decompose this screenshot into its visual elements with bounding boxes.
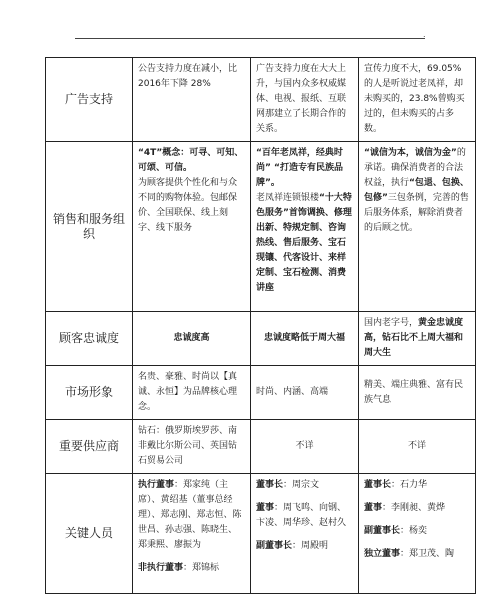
row-label: 销售和服务组织 [46,142,133,312]
table-row [46,420,476,474]
table-cell: 不详 [359,420,476,474]
cell-text: ：李刚昶、黄烨 [382,503,446,513]
cell-bold-text: 执行董事 [138,480,175,490]
table-row [46,474,476,594]
cell-bold-text: 黄金忠诚度高，钻石比不上周大福和周大生 [364,318,464,358]
table-cell: 忠诚度略低于周大福 [251,312,359,366]
table-row [46,366,476,420]
row-label: 顾客忠诚度 [46,312,133,366]
cell-bold-text: 独立董事 [364,549,401,559]
table-cell: 公告支持力度在减小，比2016年下降 28% [133,58,251,142]
cell-text: ：郑锦标 [183,563,220,573]
table-cell: 名贵、豪雅、时尚以【真诚、永恒】为品牌核心理念。 [133,366,251,420]
cell-text: 为顾客提供个性化和与众不同的购物体验。包邮保价、全国联保、线上刻字、线下服务 [138,178,238,233]
table-cell [251,142,359,312]
row-label: 市场形象 [46,366,133,420]
comparison-table [45,57,476,594]
table-cell [133,142,251,312]
cell-bold-text: “百年老凤祥，经典时尚” “打造专有民族品牌”。 [256,148,343,188]
cell-bold-text: 董事 [256,503,275,513]
cell-bold-text: “诚信为本，诚信为金” [364,148,457,158]
table-cell [359,474,476,594]
cell-bold-text: “4T”概念：可寻、可知、可颂、可信。 [138,148,244,173]
cell-bold-text: 非执行董事 [138,563,184,573]
table-cell: 精美、端庄典雅、富有民族气息 [359,366,476,420]
table-row [46,312,476,366]
table-cell: 钻石：俄罗斯埃罗莎、南非戴比尔斯公司、英国钻石贸易公司 [133,420,251,474]
table-cell: 不详 [251,420,359,474]
cell-text: ：周殿明 [292,541,329,551]
cell-text: 的承诺。确保消费者的合法权益，执行 [364,148,466,188]
cell-text: ：周飞鸣、向钢、卞凌、周华珍、赵村久 [256,503,347,528]
table-row [46,142,476,312]
cell-text: ：杨奕 [400,526,428,536]
table-cell [133,474,251,594]
row-label: 重要供应商 [46,420,133,474]
header-rule [75,38,425,39]
table-row [46,58,476,142]
table-cell [251,474,359,594]
cell-text: ：石力华 [391,480,428,490]
cell-bold-text: “十大特色服务”首饰调换、修理出新、特规定制、咨询热线、售后服务、宝石现镶、代客设计、来样定制、宝石检测、消费讲座 [256,193,352,293]
row-label: 关键人员 [46,474,133,594]
row-label: 广告支持 [46,58,133,142]
cell-text: 老凤祥连锁银楼 [256,193,320,203]
cell-bold-text: 董事 [364,503,383,513]
cell-bold-text: 董事长 [364,480,392,490]
table-cell: 时尚、内涵、高端 [251,366,359,420]
cell-bold-text: 副董事长 [364,526,401,536]
table-cell [359,312,476,366]
cell-bold-text: “包退、包换、包修” [364,178,469,203]
cell-text: ：周宗文 [283,480,320,490]
cell-text: ：郑家纯（主席）、黄绍基（董事总经理）、郑志刚、郑志恒、陈世昌、孙志强、陈晓生、郑秉熙、廖振为 [138,480,242,550]
table-cell: 忠诚度高 [133,312,251,366]
cell-text: 国内老字号， [364,318,419,328]
table-cell: 宣传力度不大，69.05%的人是听说过老凤祥，却未购买的，23.8%曾购买过的，但未购买的占多数。 [359,58,476,142]
cell-text: 三包条例，完善的售后服务体系，解除消费者的后顾之忧。 [364,193,469,233]
header-mark: . [423,30,426,39]
table-cell: 广告支持力度在大大上升，与国内众多权威媒体、电视、报纸、互联网那建立了长期合作的关系。 [251,58,359,142]
cell-bold-text: 副董事长 [256,541,293,551]
cell-bold-text: 董事长 [256,480,284,490]
cell-text: ：郑卫茂、陶 [400,549,455,559]
table-cell [359,142,476,312]
